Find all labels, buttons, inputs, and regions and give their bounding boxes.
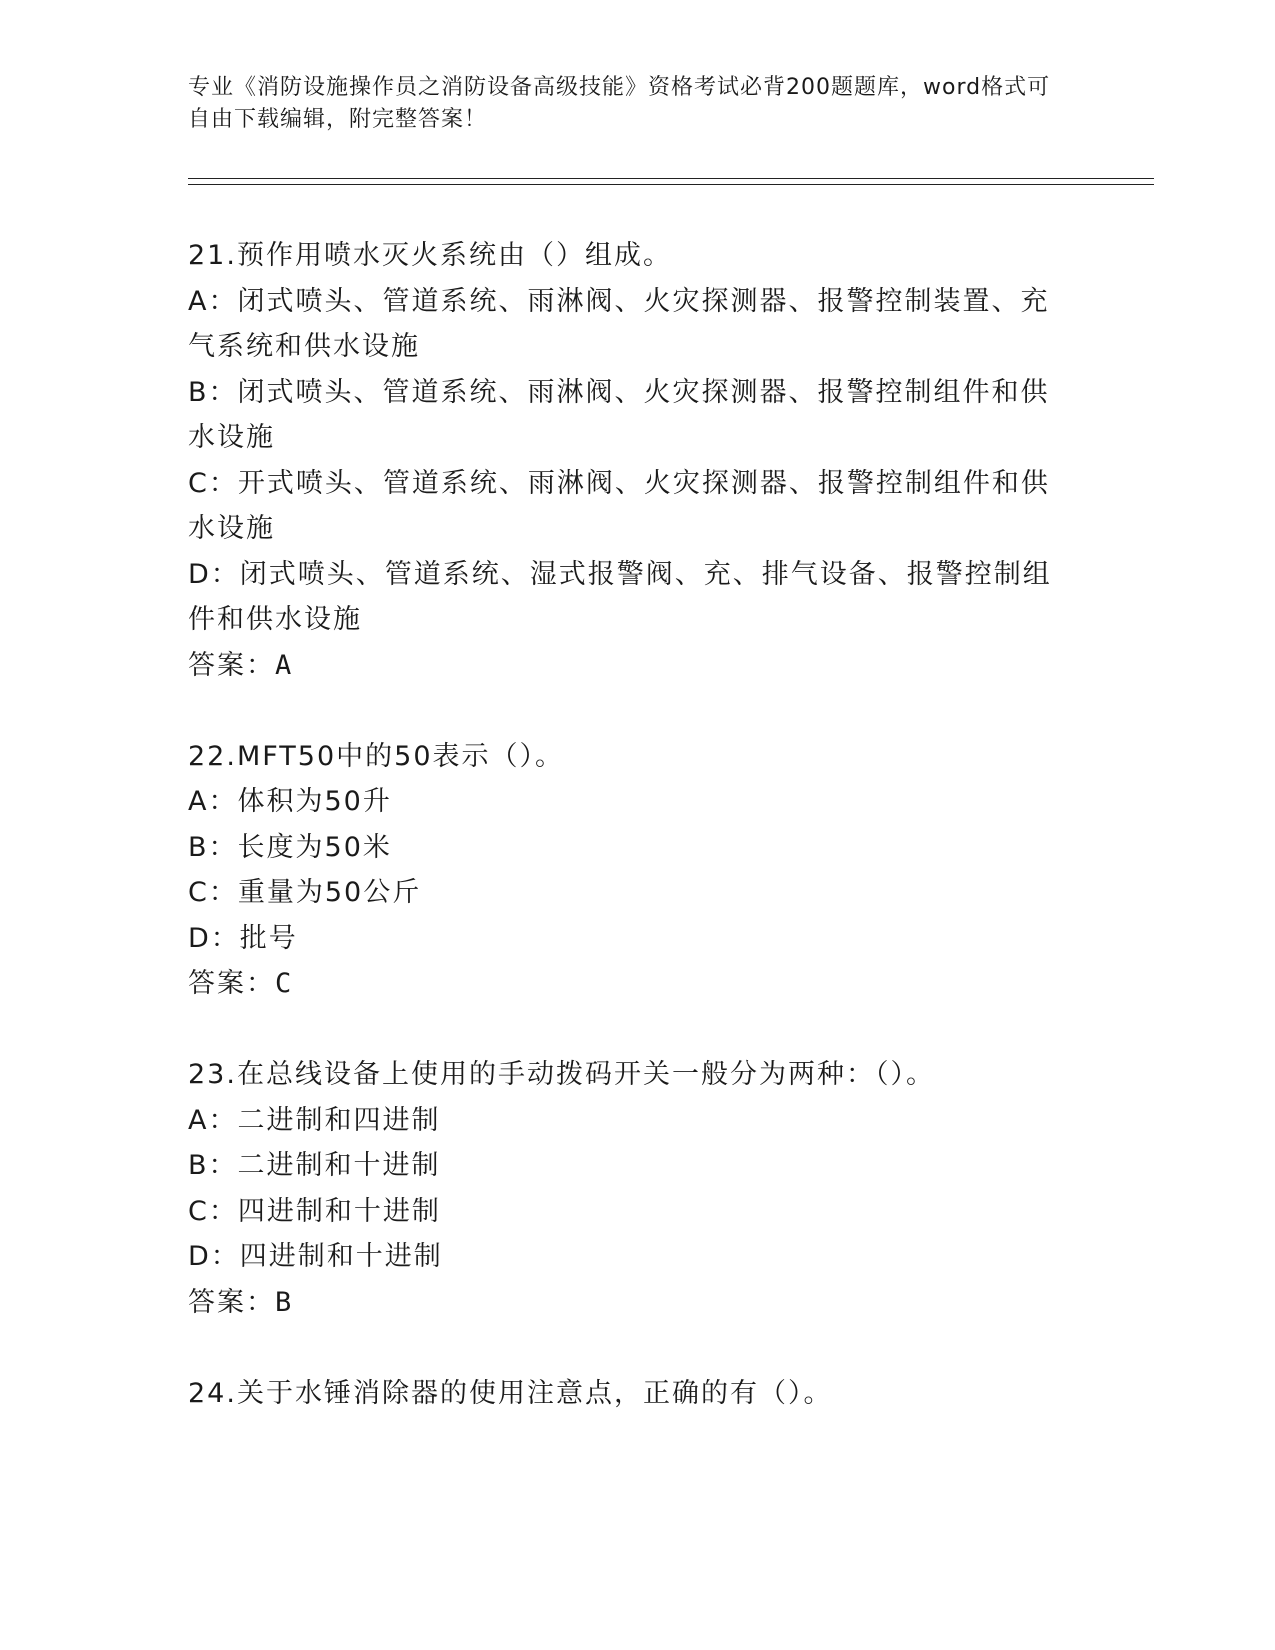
option-a: A：闭式喷头、管道系统、雨淋阀、火灾探测器、报警控制装置、充气系统和供水设施 [188, 285, 1050, 362]
option-b: B：二进制和十进制 [188, 1150, 441, 1181]
question-list [188, 233, 1078, 1462]
header-text: 专业《消防设施操作员之消防设备高级技能》资格考试必背200题题库，word格式可自由下载编辑，附完整答案！ [188, 75, 1051, 132]
option-c: C：开式喷头、管道系统、雨淋阀、火灾探测器、报警控制组件和供水设施 [188, 467, 1050, 544]
answer-line [188, 1280, 1078, 1326]
question-21 [188, 233, 1078, 688]
option-d: D：四进制和十进制 [188, 1241, 443, 1272]
option-c: C：四进制和十进制 [188, 1195, 441, 1227]
option-d: D：闭式喷头、管道系统、湿式报警阀、充、排气设备、报警控制组件和供水设施 [188, 558, 1052, 635]
question-stem: 23.在总线设备上使用的手动拨码开关一般分为两种：（）。 [188, 1059, 935, 1090]
question-23 [188, 1052, 1078, 1325]
question-stem: 21.预作用喷水灭火系统由（）组成。 [188, 240, 672, 271]
answer-value: B [275, 1286, 294, 1318]
answer-line [188, 643, 1078, 689]
question-22 [188, 734, 1078, 1007]
answer-value: A [275, 649, 294, 681]
header-divider-bottom [188, 184, 1154, 185]
option-a: A：体积为50升 [188, 786, 392, 817]
header-divider-top [188, 178, 1154, 179]
option-b: B：闭式喷头、管道系统、雨淋阀、火灾探测器、报警控制组件和供水设施 [188, 376, 1050, 453]
option-c: C：重量为50公斤 [188, 877, 422, 908]
answer-label: 答案： [188, 968, 275, 999]
question-24 [188, 1371, 1078, 1417]
answer-label: 答案： [188, 649, 275, 681]
answer-line [188, 961, 1078, 1007]
question-stem: 24.关于水锤消除器的使用注意点，正确的有（）。 [188, 1377, 833, 1409]
answer-value: C [275, 968, 294, 999]
document-header [188, 72, 1068, 136]
option-a: A：二进制和四进制 [188, 1104, 441, 1136]
question-stem: 22.MFT50中的50表示（）。 [188, 740, 564, 772]
option-b: B：长度为50米 [188, 831, 392, 863]
option-d: D：批号 [188, 922, 298, 954]
answer-label: 答案： [188, 1286, 275, 1318]
